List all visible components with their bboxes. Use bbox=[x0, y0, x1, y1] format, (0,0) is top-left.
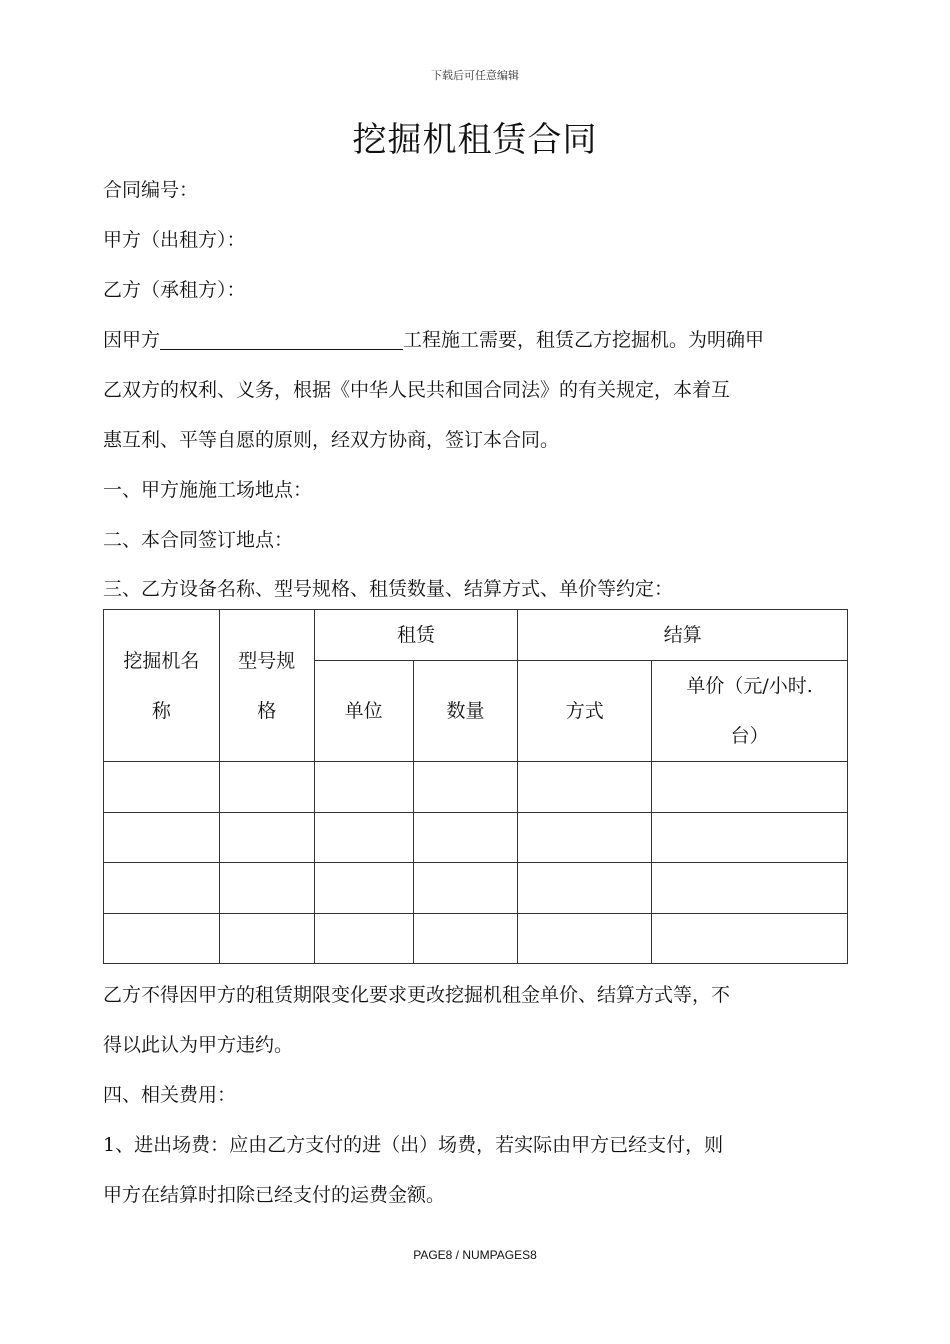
table-row bbox=[104, 762, 848, 813]
table-header-row-1 bbox=[104, 610, 848, 661]
section-4-item-1-line-1: 1、进出场费：应由乙方支付的进（出）场费，若实际由甲方已经支付，则 bbox=[103, 1134, 724, 1156]
section-4-heading: 四、相关费用： bbox=[103, 1084, 237, 1106]
after-table-line-2: 得以此认为甲方违约。 bbox=[103, 1034, 294, 1056]
intro-line-3: 惠互利、平等自愿的原则，经双方协商，签订本合同。 bbox=[103, 429, 560, 451]
table-cell[interactable] bbox=[518, 762, 652, 813]
intro-prefix: 因甲方 bbox=[103, 329, 161, 351]
intro-line-1 bbox=[103, 325, 848, 352]
header-model-spec: 型号规 格 bbox=[219, 610, 314, 762]
after-table-line-1: 乙方不得因甲方的租赁期限变化要求更改挖掘机租金单价、结算方式等，不 bbox=[103, 984, 731, 1006]
table-cell[interactable] bbox=[314, 813, 413, 863]
table-cell[interactable] bbox=[413, 914, 518, 964]
page-footer: PAGE8 / NUMPAGES8 bbox=[413, 1248, 537, 1262]
table-cell[interactable] bbox=[413, 863, 518, 914]
party-b-field: 乙方（承租方）： bbox=[103, 279, 246, 301]
header-quantity: 数量 bbox=[413, 661, 518, 762]
header-unit: 单位 bbox=[314, 661, 413, 762]
table-cell[interactable] bbox=[652, 914, 848, 964]
rental-terms-table bbox=[103, 609, 848, 964]
table-cell[interactable] bbox=[652, 762, 848, 813]
intro-suffix: 工程施工需要，租赁乙方挖掘机。为明确甲 bbox=[403, 329, 765, 351]
party-a-field: 甲方（出租方）： bbox=[103, 229, 246, 251]
table-cell[interactable] bbox=[219, 762, 314, 813]
table-cell[interactable] bbox=[413, 813, 518, 863]
table-cell[interactable] bbox=[518, 914, 652, 964]
project-name-blank bbox=[160, 327, 403, 350]
clause-1: 一、甲方施施工场地点： bbox=[103, 479, 313, 501]
table-cell[interactable] bbox=[518, 813, 652, 863]
section-4-item-1-line-2: 甲方在结算时扣除已经支付的运费金额。 bbox=[103, 1184, 446, 1206]
table-row bbox=[104, 813, 848, 863]
table-cell[interactable] bbox=[413, 762, 518, 813]
table-cell[interactable] bbox=[104, 914, 220, 964]
header-method: 方式 bbox=[518, 661, 652, 762]
header-group-rent: 租赁 bbox=[314, 610, 518, 661]
document-title: 挖掘机租赁合同 bbox=[352, 120, 598, 160]
contract-number-field: 合同编号： bbox=[103, 179, 199, 201]
intro-line-2: 乙双方的权利、义务，根据《中华人民共和国合同法》的有关规定，本着互 bbox=[103, 379, 731, 401]
table-cell[interactable] bbox=[219, 914, 314, 964]
table-cell[interactable] bbox=[104, 863, 220, 914]
table-cell[interactable] bbox=[652, 863, 848, 914]
table-cell[interactable] bbox=[314, 914, 413, 964]
table-cell[interactable] bbox=[104, 813, 220, 863]
table-cell[interactable] bbox=[219, 813, 314, 863]
table-cell[interactable] bbox=[219, 863, 314, 914]
table-cell[interactable] bbox=[104, 762, 220, 813]
table-row bbox=[104, 914, 848, 964]
header-note: 下载后可任意编辑 bbox=[431, 69, 519, 82]
table-cell[interactable] bbox=[314, 863, 413, 914]
table-row bbox=[104, 863, 848, 914]
clause-2: 二、本合同签订地点： bbox=[103, 529, 294, 551]
table-cell[interactable] bbox=[518, 863, 652, 914]
table-cell[interactable] bbox=[314, 762, 413, 813]
header-group-settlement: 结算 bbox=[518, 610, 848, 661]
clause-3: 三、乙方设备名称、型号规格、租赁数量、结算方式、单价等约定： bbox=[103, 578, 674, 600]
header-unit-price: 单价（元/小时. 台） bbox=[652, 661, 848, 762]
header-excavator-name: 挖掘机名 称 bbox=[104, 610, 220, 762]
table-cell[interactable] bbox=[652, 813, 848, 863]
